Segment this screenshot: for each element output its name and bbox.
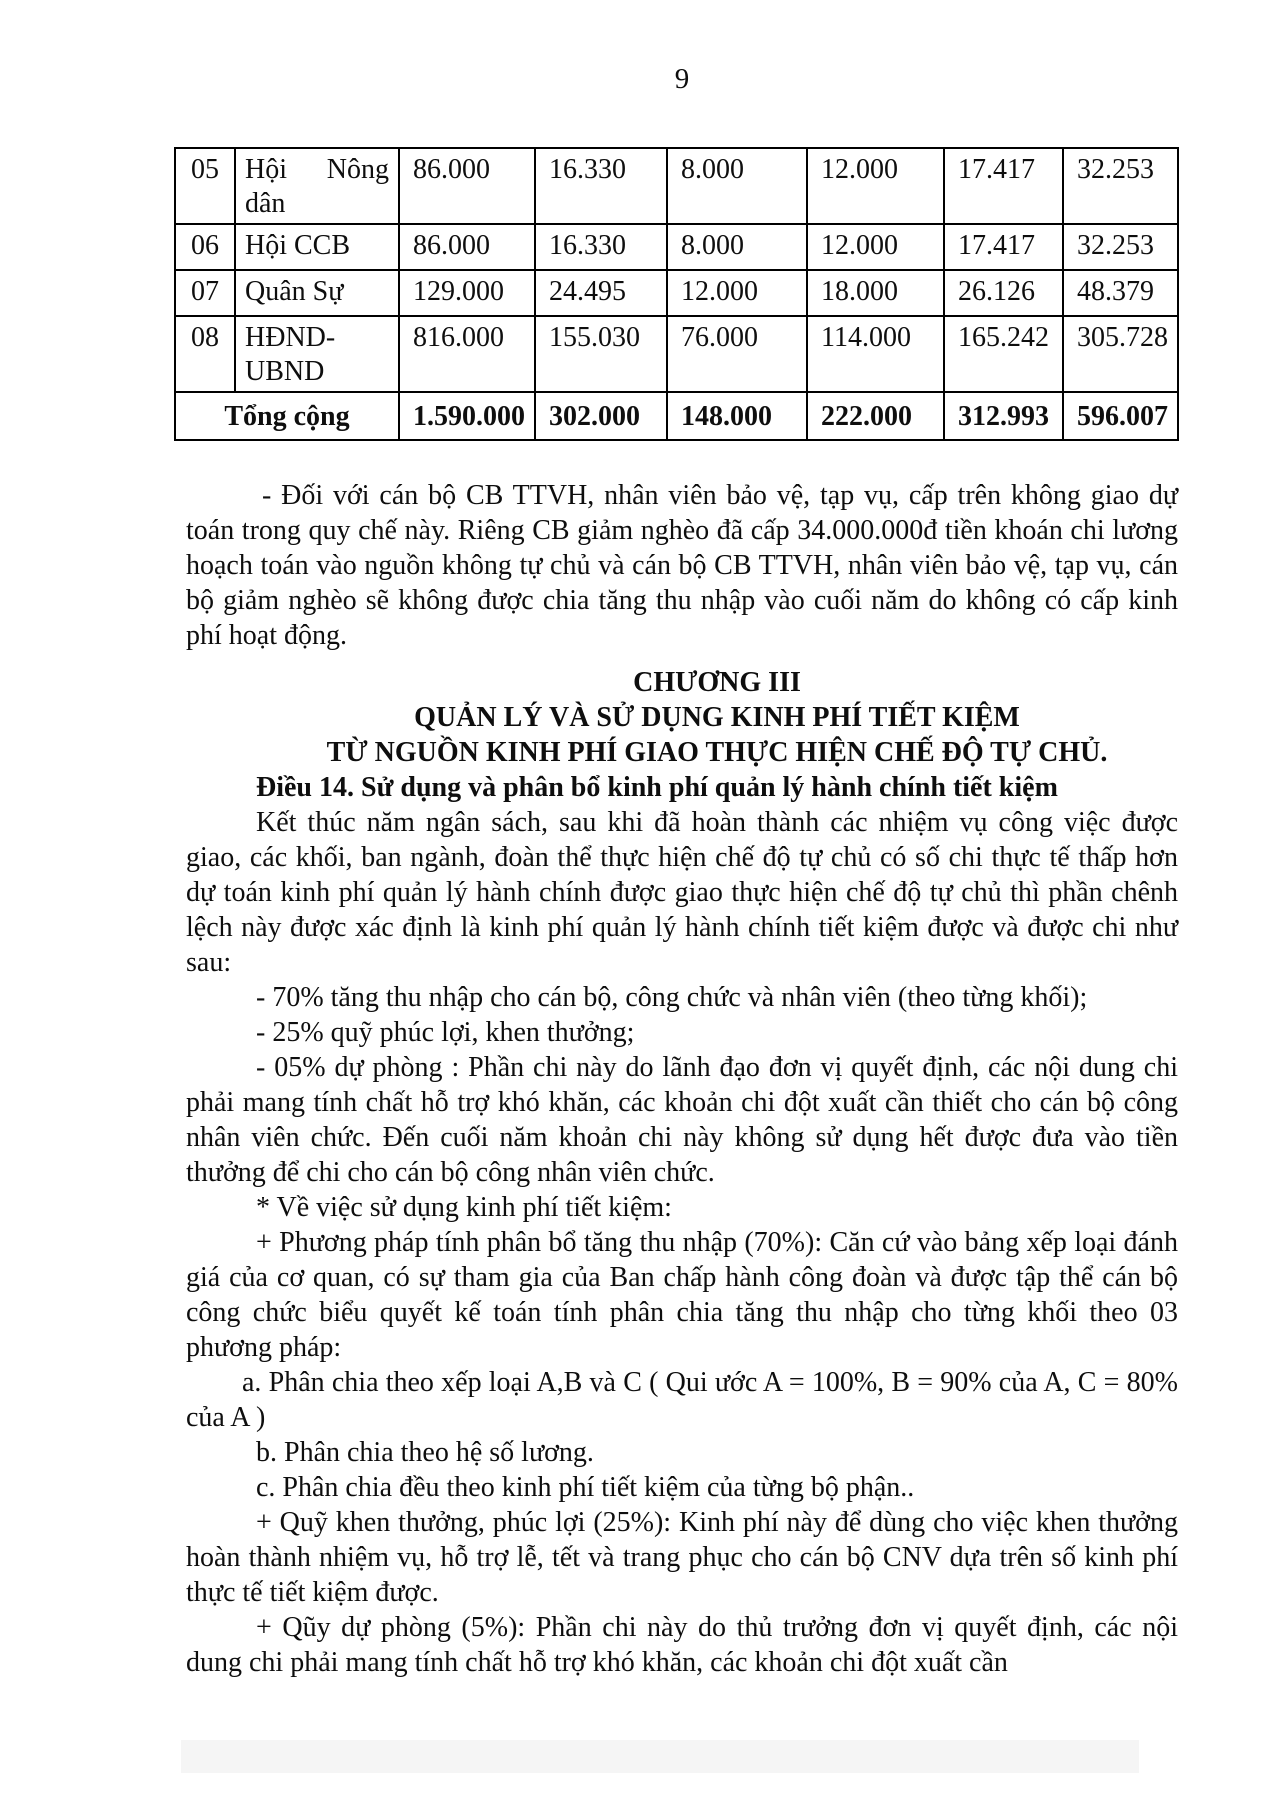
bullet-25-percent: - 25% quỹ phúc lợi, khen thưởng; — [256, 1017, 635, 1048]
row-value: 155.030 — [535, 316, 667, 392]
paragraph-method: + Phương pháp tính phân bổ tăng thu nhập (70%): Căn cứ vào bảng xếp loại đánh giá của cơ quan, có sự tham gia của Ban chấp hành công đoàn và được tập thể cán bộ công chức biểu quyết kế toán tính phân chia tăng thu nhập cho từng khối theo 03 phương pháp: — [186, 1227, 1178, 1363]
row-index: 05 — [175, 148, 235, 224]
row-value: 16.330 — [535, 148, 667, 224]
row-value: 17.417 — [944, 148, 1063, 224]
table-row — [175, 148, 1178, 224]
table-row — [175, 316, 1178, 392]
row-value: 26.126 — [944, 270, 1063, 316]
paragraph-fiscal-year: Kết thúc năm ngân sách, sau khi đã hoàn thành các nhiệm vụ công việc được giao, các khối, ban ngành, đoàn thể thực hiện chế độ tự chủ có số chi thực tế thấp hơn dự toán kinh phí quản lý hành chính được giao thực hiện chế độ tự chủ thì phần chênh lệch này được xác định là kinh phí quản lý hành chính tiết kiệm được và được chi như sau: — [186, 807, 1178, 978]
total-value: 222.000 — [807, 392, 944, 440]
row-value: 32.253 — [1063, 148, 1178, 224]
chapter-title-line2: TỪ NGUỒN KINH PHÍ GIAO THỰC HIỆN CHẾ ĐỘ TỰ CHỦ. — [326, 737, 1108, 768]
row-value: 8.000 — [667, 224, 807, 270]
row-value: 48.379 — [1063, 270, 1178, 316]
row-value: 8.000 — [667, 148, 807, 224]
row-value: 24.495 — [535, 270, 667, 316]
paragraph-reserve-fund: + Qũy dự phòng (5%): Phần chi này do thủ trưởng đơn vị quyết định, các nội dung chi phải mang tính chất hỗ trợ khó khăn, các khoản chi đột xuất cần — [186, 1612, 1178, 1678]
total-value: 302.000 — [535, 392, 667, 440]
row-value: 32.253 — [1063, 224, 1178, 270]
page-number: 9 — [674, 63, 690, 95]
row-value: 86.000 — [399, 224, 535, 270]
bullet-05-percent: - 05% dự phòng : Phần chi này do lãnh đạo đơn vị quyết định, các nội dung chi phải mang tính chất hỗ trợ khó khăn, các khoản chi đột xuất cần thiết cho cán bộ công nhân viên chức. Đến cuối năm khoản chi này không sử dụng hết được đưa vào tiền thưởng để chi cho cán bộ công nhân viên chức. — [186, 1052, 1178, 1188]
row-value: 114.000 — [807, 316, 944, 392]
total-label: Tổng cộng — [175, 392, 399, 440]
chapter-heading — [186, 665, 1178, 770]
row-value: 165.242 — [944, 316, 1063, 392]
row-value: 816.000 — [399, 316, 535, 392]
total-value: 1.590.000 — [399, 392, 535, 440]
row-value: 17.417 — [944, 224, 1063, 270]
row-index: 06 — [175, 224, 235, 270]
note-usage: * Về việc sử dụng kinh phí tiết kiệm: — [256, 1192, 672, 1223]
article-14-heading: Điều 14. Sử dụng và phân bổ kinh phí quản lý hành chính tiết kiệm — [256, 772, 1058, 803]
footer-scan-bar — [181, 1740, 1139, 1773]
row-value: 18.000 — [807, 270, 944, 316]
method-item-b: b. Phân chia theo hệ số lương. — [256, 1437, 594, 1468]
total-value: 596.007 — [1063, 392, 1178, 440]
table-row — [175, 270, 1178, 316]
row-name: Quân Sự — [235, 270, 399, 316]
bullet-70-percent: - 70% tăng thu nhập cho cán bộ, công chức và nhân viên (theo từng khối); — [256, 982, 1088, 1013]
table-total-row — [175, 392, 1178, 440]
row-value: 129.000 — [399, 270, 535, 316]
method-item-a: a. Phân chia theo xếp loại A,B và C ( Qui ước A = 100%, B = 90% của A, C = 80% của A ) — [186, 1367, 1178, 1433]
paragraph-reward-fund: + Quỹ khen thưởng, phúc lợi (25%): Kinh phí này để dùng cho việc khen thưởng hoàn thành nhiệm vụ, hỗ trợ lễ, tết và trang phục cho cán bộ CNV dựa trên số kinh phí thực tế tiết kiệm được. — [186, 1507, 1178, 1608]
total-value: 148.000 — [667, 392, 807, 440]
row-name: Hội CCB — [235, 224, 399, 270]
total-value: 312.993 — [944, 392, 1063, 440]
row-value: 86.000 — [399, 148, 535, 224]
table-row — [175, 224, 1178, 270]
row-value: 12.000 — [667, 270, 807, 316]
row-name: Hội Nông dân — [235, 148, 399, 224]
chapter-title-line1: QUẢN LÝ VÀ SỬ DỤNG KINH PHÍ TIẾT KIỆM — [414, 702, 1020, 733]
row-value: 76.000 — [667, 316, 807, 392]
row-name: HĐND-UBND — [235, 316, 399, 392]
document-body — [186, 478, 1178, 1680]
budget-table — [174, 147, 1179, 441]
row-index: 07 — [175, 270, 235, 316]
row-index: 08 — [175, 316, 235, 392]
chapter-number: CHƯƠNG III — [633, 667, 801, 698]
paragraph-intro: - Đối với cán bộ CB TTVH, nhân viên bảo vệ, tạp vụ, cấp trên không giao dự toán trong quy chế này. Riêng CB giảm nghèo đã cấp 34.000.000đ tiền khoán chi lương hoạch toán vào nguồn không tự chủ và cán bộ CB TTVH, nhân viên bảo vệ, tạp vụ, cán bộ giảm nghèo sẽ không được chia tăng thu nhập vào cuối năm do không có cấp kinh phí hoạt động. — [186, 480, 1178, 651]
row-value: 16.330 — [535, 224, 667, 270]
row-value: 12.000 — [807, 148, 944, 224]
row-value: 12.000 — [807, 224, 944, 270]
row-value: 305.728 — [1063, 316, 1178, 392]
method-item-c: c. Phân chia đều theo kinh phí tiết kiệm của từng bộ phận.. — [256, 1472, 915, 1503]
